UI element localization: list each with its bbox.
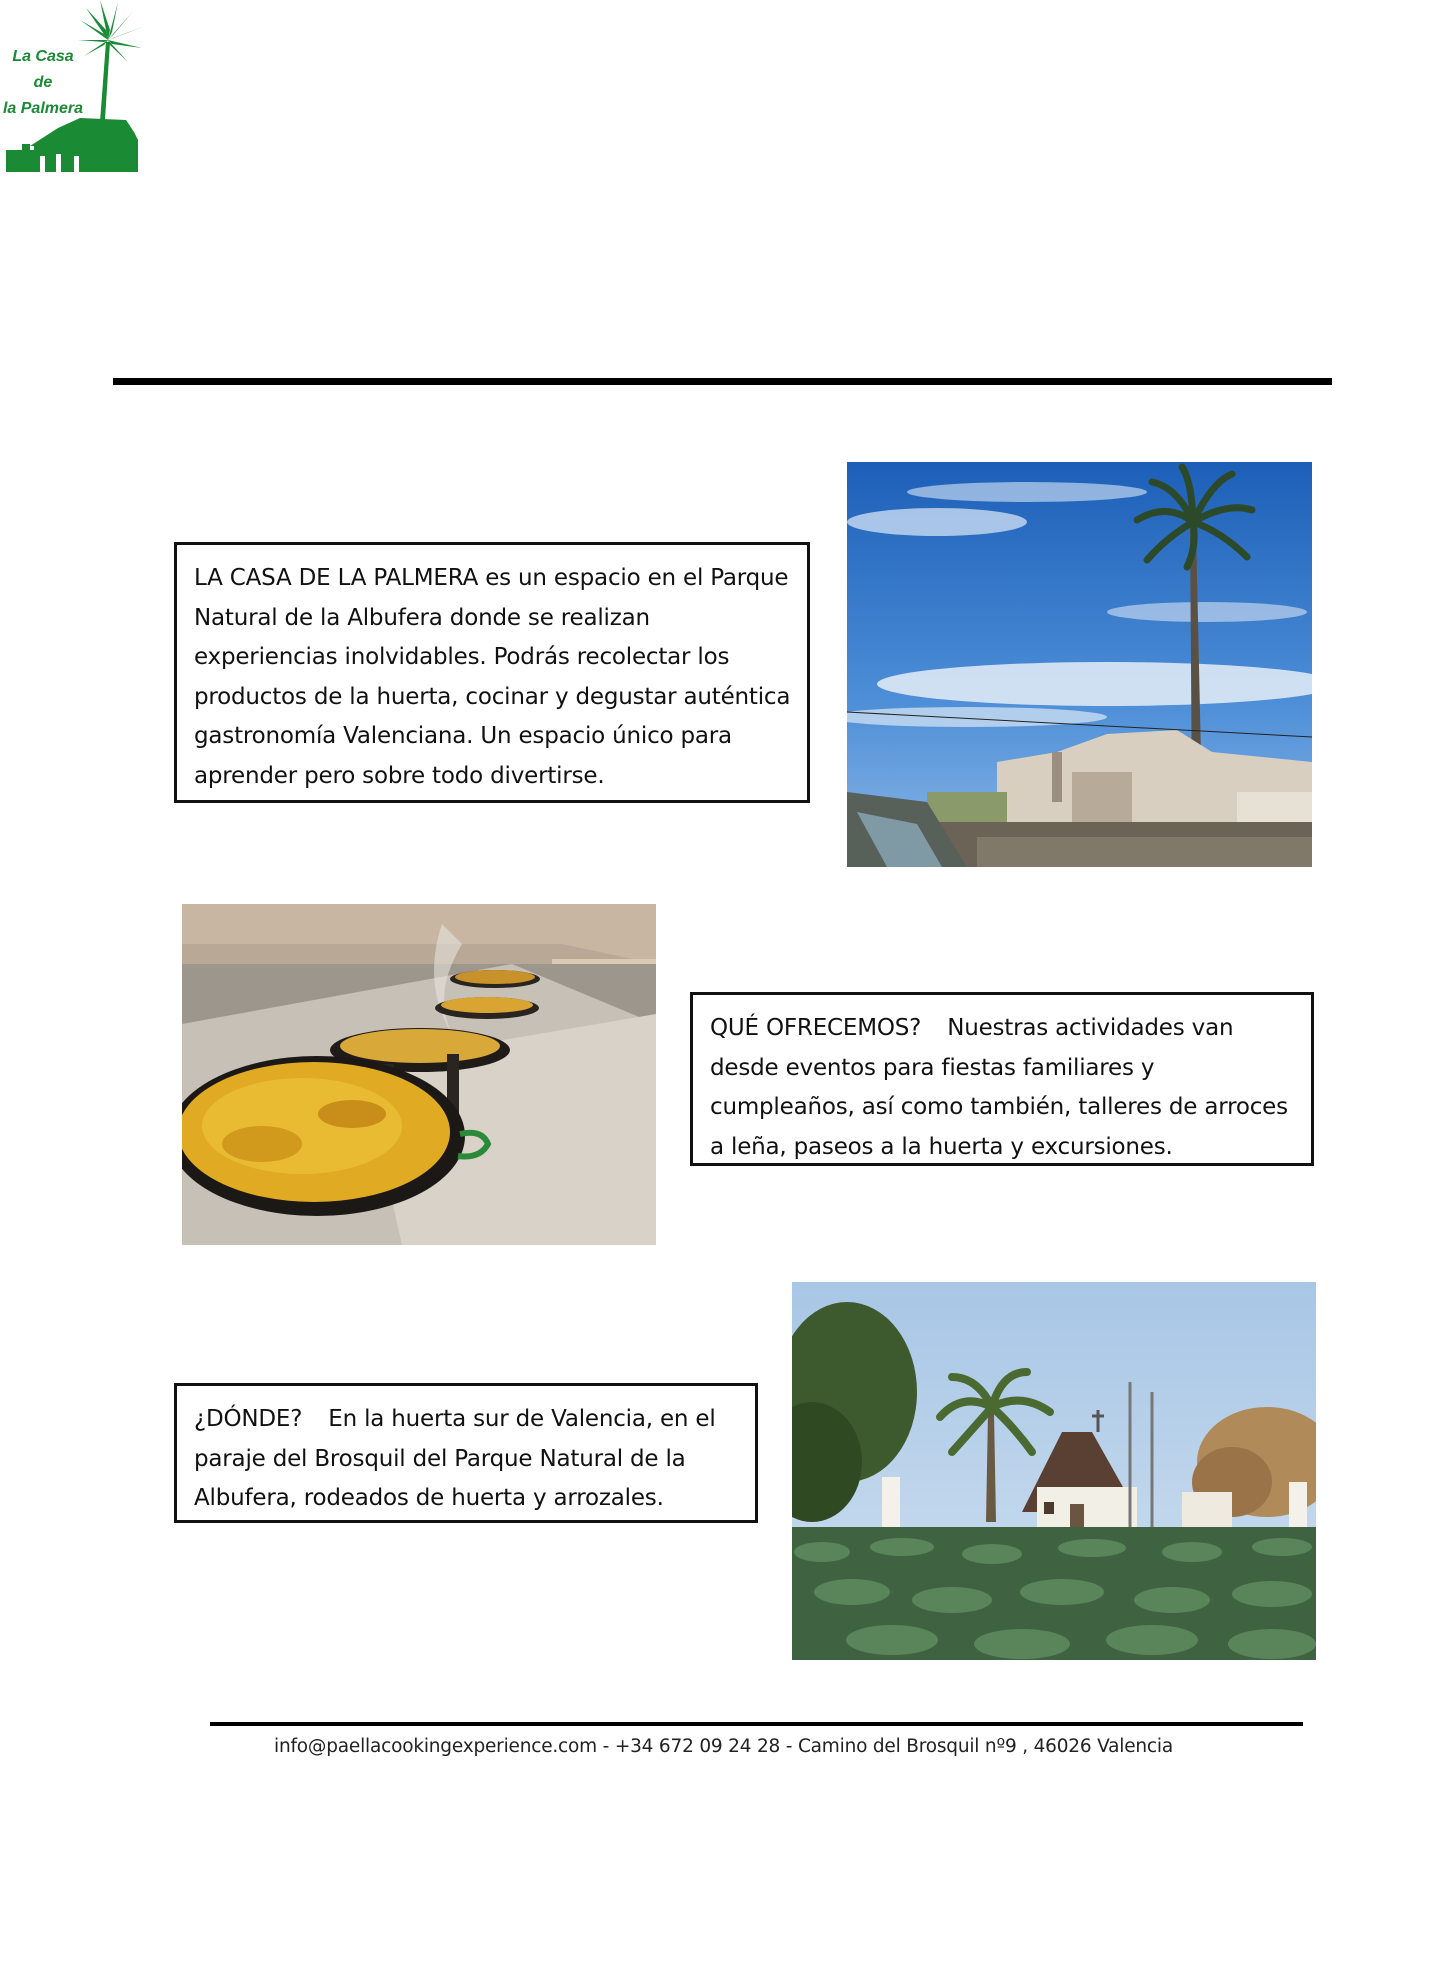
footer-contact: [0, 1736, 1447, 1757]
offer-text: Nuestras actividades van desde eventos para fiestas familiares y cumpleaños, así como también, talleres de arroces a leña, paseos a la huerta y excursiones.: [710, 1015, 1288, 1160]
logo: [0, 0, 150, 175]
intro-text: LA CASA DE LA PALMERA es un espacio en el Parque Natural de la Albufera donde se realizan experiencias inolvidables. Podrás recolectar los productos de la huerta, cocinar y degustar auténtica gastronomía Valenciana. Un espacio único para aprender pero sobre todo divertirse.: [194, 565, 791, 789]
logo-line-1: La Casa: [12, 48, 74, 65]
location-textbox: [174, 1383, 758, 1523]
footer-email[interactable]: info@paellacookingexperience.com: [274, 1736, 597, 1757]
offer-heading: QUÉ OFRECEMOS?: [710, 1015, 922, 1041]
footer-separator: -: [785, 1736, 798, 1757]
header-divider: [113, 378, 1332, 385]
footer-separator: -: [602, 1736, 615, 1757]
offer-textbox: [690, 992, 1314, 1166]
barraca-huerta-photo: [792, 1282, 1316, 1660]
logo-line-2: de: [33, 74, 53, 91]
intro-textbox: [174, 542, 810, 803]
location-heading: ¿DÓNDE?: [194, 1406, 303, 1432]
footer-phone[interactable]: +34 672 09 24 28: [614, 1736, 781, 1757]
palm-tree-farmhouse-photo: [847, 462, 1312, 867]
paella-wood-fire-photo: [182, 904, 656, 1245]
footer-divider: [210, 1722, 1303, 1726]
location-text: En la huerta sur de Valencia, en el paraje del Brosquil del Parque Natural de la Albufera, rodeados de huerta y arrozales.: [194, 1406, 716, 1511]
footer-address: Camino del Brosquil nº9 , 46026 Valencia: [797, 1736, 1173, 1757]
palm-house-logo-icon: [0, 0, 150, 175]
logo-line-3: la Palmera: [2, 100, 84, 117]
